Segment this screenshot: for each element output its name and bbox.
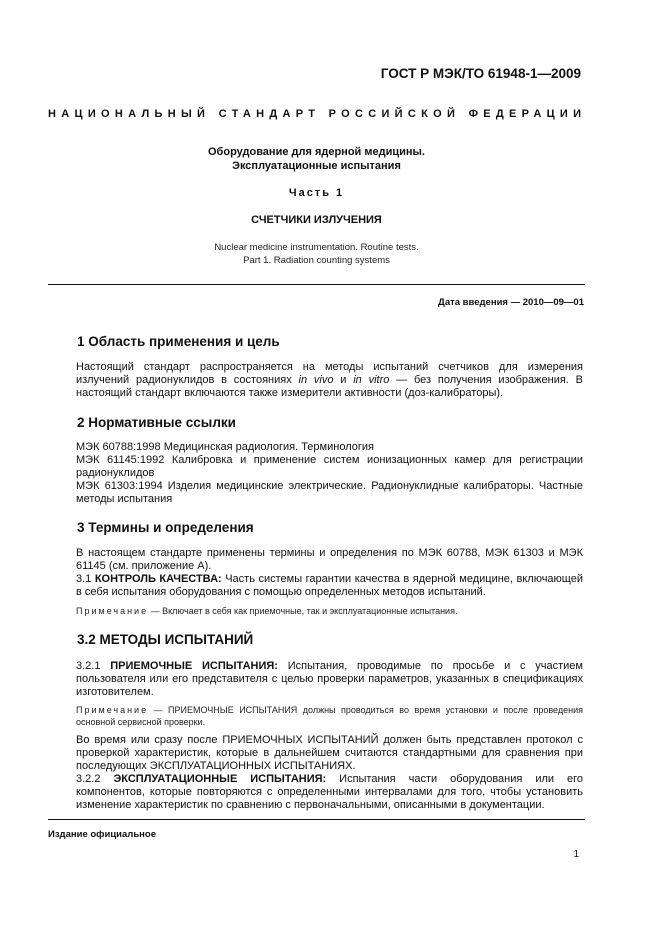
term-name: КОНТРОЛЬ КАЧЕСТВА: (94, 573, 222, 585)
term-name: ПРИЕМОЧНЫЕ ИСПЫТАНИЯ: (110, 660, 278, 672)
footer-divider (48, 819, 585, 820)
note-label: Примечание (76, 705, 149, 715)
normative-references (48, 441, 583, 506)
s1-text-a: Настоящий стандарт распространяется на методы испытаний счетчиков для измерения излучений радионуклидов в состояниях (76, 361, 583, 386)
document-code: ГОСТ Р МЭК/ТО 61948-1—2009 (380, 66, 581, 81)
part-subtitle: СЧЕТЧИКИ ИЗЛУЧЕНИЯ (251, 214, 382, 226)
reference-item: МЭК 60788:1998 Медицинская радиология. Терминология (76, 441, 374, 453)
section-3-2-heading: 3.2 МЕТОДЫ ИСПЫТАНИЙ (77, 632, 254, 647)
term-number: 3.2.2 (76, 773, 114, 785)
term-3-2-1 (48, 660, 583, 699)
term-name: ЭКСПЛУАТАЦИОННЫЕ ИСПЫТАНИЯ: (113, 773, 327, 785)
section-1-heading: 1 Область применения и цель (77, 334, 280, 349)
section-3-2-text (48, 660, 583, 812)
english-title-line-2: Part 1. Radiation counting systems (243, 255, 390, 266)
document-title (48, 145, 585, 173)
s1-text-b: — без получения изображения. В настоящий стандарт включаются также измерители активности (доз-калибраторы). (76, 374, 583, 399)
note-text: — ПРИЕМОЧНЫЕ ИСПЫТАНИЯ должны проводиться во время установки и после проведения основной сервисной проверки. (76, 705, 583, 727)
term-definition: Испытания части оборудования или его компонентов, которые повторяются с определенными интервалами для того, чтобы установить изменение характеристик по сравнению с первоначальными, описанными в документации. (76, 773, 584, 811)
page-number: 1 (573, 849, 579, 860)
part-label: Часть 1 (288, 187, 345, 199)
term-definition: Часть системы гарантии качества в ядерной медицине, включающей в себя испытания оборудования с помощью определенных методов испытаний. (76, 573, 583, 598)
english-title (48, 241, 585, 267)
term-number: 3.1 (76, 573, 95, 585)
note-label: Примечание (76, 606, 149, 616)
s1-in-vitro: in vitro (353, 374, 390, 386)
term-3-2-2 (48, 773, 583, 812)
date-of-introduction: Дата введения — 2010—09—01 (438, 297, 584, 308)
paragraph-after-note: Во время или сразу после ПРИЕМОЧНЫХ ИСПЫТАНИЙ должен быть представлен протокол с проверкой характеристик, которые в дальнейшем считаются стандартными для сравнения при последующих ЭКСПЛУАТАЦИОННЫХ ИСПЫТАНИЯХ. (76, 734, 583, 772)
section-3-intro: В настоящем стандарте применены термины и определения по МЭК 60788, МЭК 61303 и МЭК 61145 (см. приложение А). (76, 547, 583, 572)
reference-item: МЭК 61145:1992 Калибровка и применение систем ионизационных камер для регистрации радионуклидов (76, 454, 583, 479)
term-definition: Испытания, проводимые по просьбе и с участием пользователя или его представителя с целью проверки параметров, указанных в спецификациях изготовителем. (76, 660, 583, 698)
reference-item: МЭК 61303:1994 Изделия медицинские электрические. Радионуклидные калибраторы. Частные методы испытания (76, 480, 583, 505)
section-2-heading: 2 Нормативные ссылки (77, 415, 236, 430)
section-3-heading: 3 Термины и определения (77, 520, 254, 535)
term-number: 3.2.1 (76, 660, 111, 672)
section-3-text (48, 547, 583, 618)
english-title-line-1: Nuclear medicine instrumentation. Routine tests. (214, 242, 419, 253)
note-text: — Включает в себя как приемочные, так и эксплуатационные испытания. (148, 606, 458, 616)
title-line-1: Оборудование для ядерной медицины. (208, 146, 425, 158)
note-3-2-1 (48, 704, 583, 728)
standard-banner: НАЦИОНАЛЬНЫЙ СТАНДАРТ РОССИЙСКОЙ ФЕДЕРАЦИИ (48, 108, 587, 120)
edition-label: Издание официальное (48, 829, 156, 840)
title-line-2: Эксплуатационные испытания (232, 160, 401, 172)
s1-and: и (333, 374, 354, 386)
note-3-1 (48, 605, 583, 618)
term-3-1 (48, 573, 583, 599)
section-1-text (48, 361, 583, 400)
title-divider (48, 284, 585, 285)
s1-in-vivo: in vivo (298, 374, 334, 386)
